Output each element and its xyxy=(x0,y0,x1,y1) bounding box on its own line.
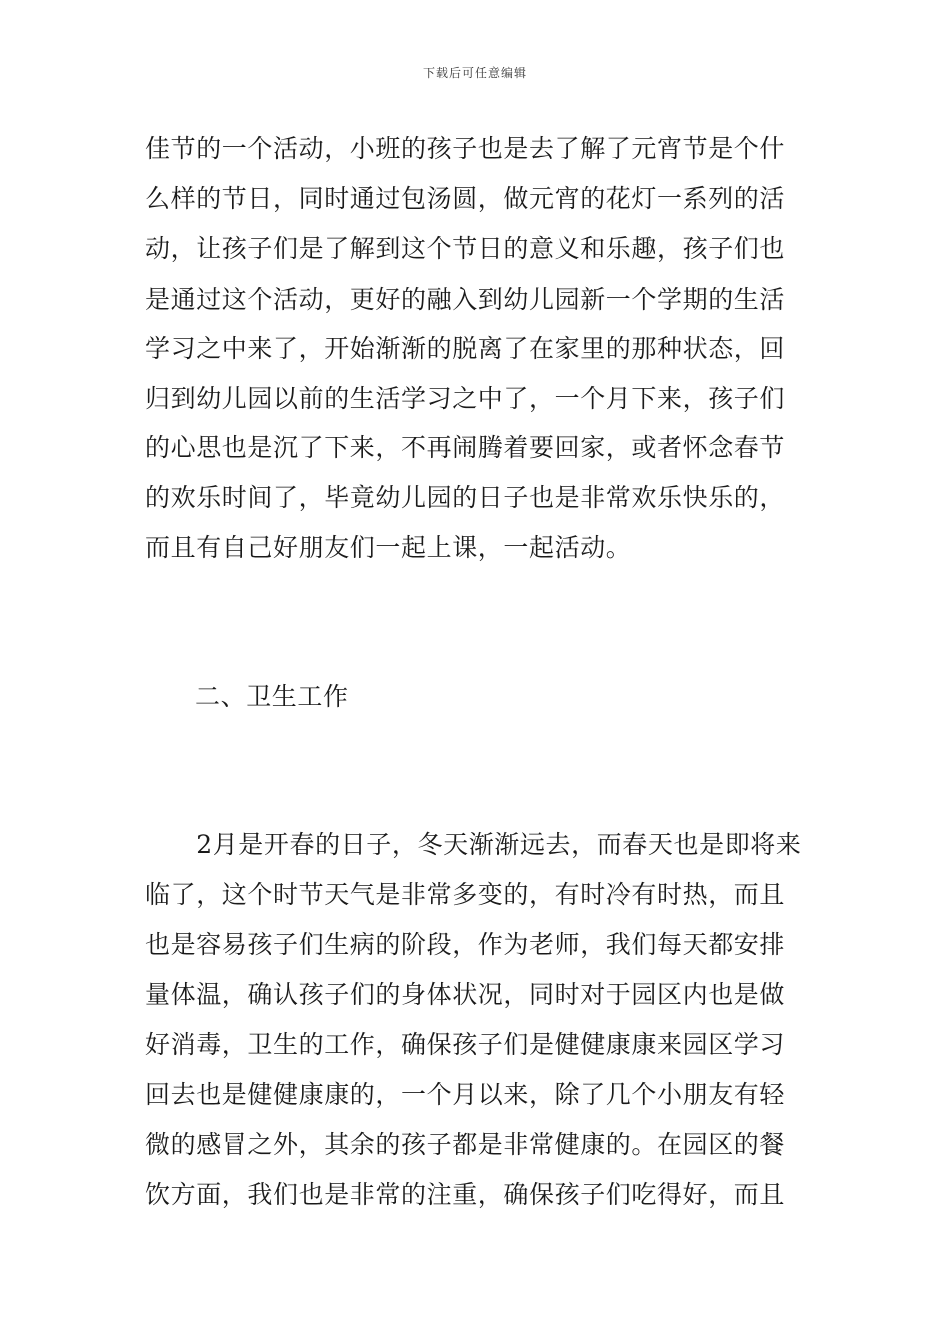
text-line: 么样的节日，同时通过包汤圆，做元宵的花灯一系列的活 xyxy=(145,184,786,213)
text-line: 动，让孩子们是了解到这个节日的意义和乐趣，孩子们也 xyxy=(145,234,786,263)
text-line: 而且有自己好朋友们一起上课，一起活动。 xyxy=(145,533,632,562)
text-line: 也是容易孩子们生病的阶段，作为老师，我们每天都安排 xyxy=(145,930,786,959)
text-line: 归到幼儿园以前的生活学习之中了，一个月下来，孩子们 xyxy=(145,384,786,413)
section-heading: 二、卫生工作 xyxy=(195,682,349,711)
page-header: 下载后可任意编辑 xyxy=(422,66,527,80)
text-line: 学习之中来了，开始渐渐的脱离了在家里的那种状态，回 xyxy=(145,334,786,363)
text-line: 的欢乐时间了，毕竟幼儿园的日子也是非常欢乐快乐的， xyxy=(145,483,786,512)
text-line: 量体温，确认孩子们的身体状况，同时对于园区内也是做 xyxy=(145,980,786,1009)
text-line: 好消毒，卫生的工作，确保孩子们是健健康康来园区学习 xyxy=(145,1030,786,1059)
text-line: 回去也是健健康康的，一个月以来，除了几个小朋友有轻 xyxy=(145,1080,786,1109)
text-line: 是通过这个活动，更好的融入到幼儿园新一个学期的生活 xyxy=(145,285,786,314)
text-line: 佳节的一个活动，小班的孩子也是去了解了元宵节是个什 xyxy=(145,134,786,163)
text-line: 2月是开春的日子，冬天渐渐远去，而春天也是即将来 xyxy=(145,830,802,859)
text-line: 临了，这个时节天气是非常多变的，有时冷有时热，而且 xyxy=(145,880,786,909)
text-line: 的心思也是沉了下来，不再闹腾着要回家，或者怀念春节 xyxy=(145,433,786,462)
text-line: 微的感冒之外，其余的孩子都是非常健康的。在园区的餐 xyxy=(145,1130,786,1159)
text-line: 饮方面，我们也是非常的注重，确保孩子们吃得好，而且 xyxy=(145,1180,786,1209)
